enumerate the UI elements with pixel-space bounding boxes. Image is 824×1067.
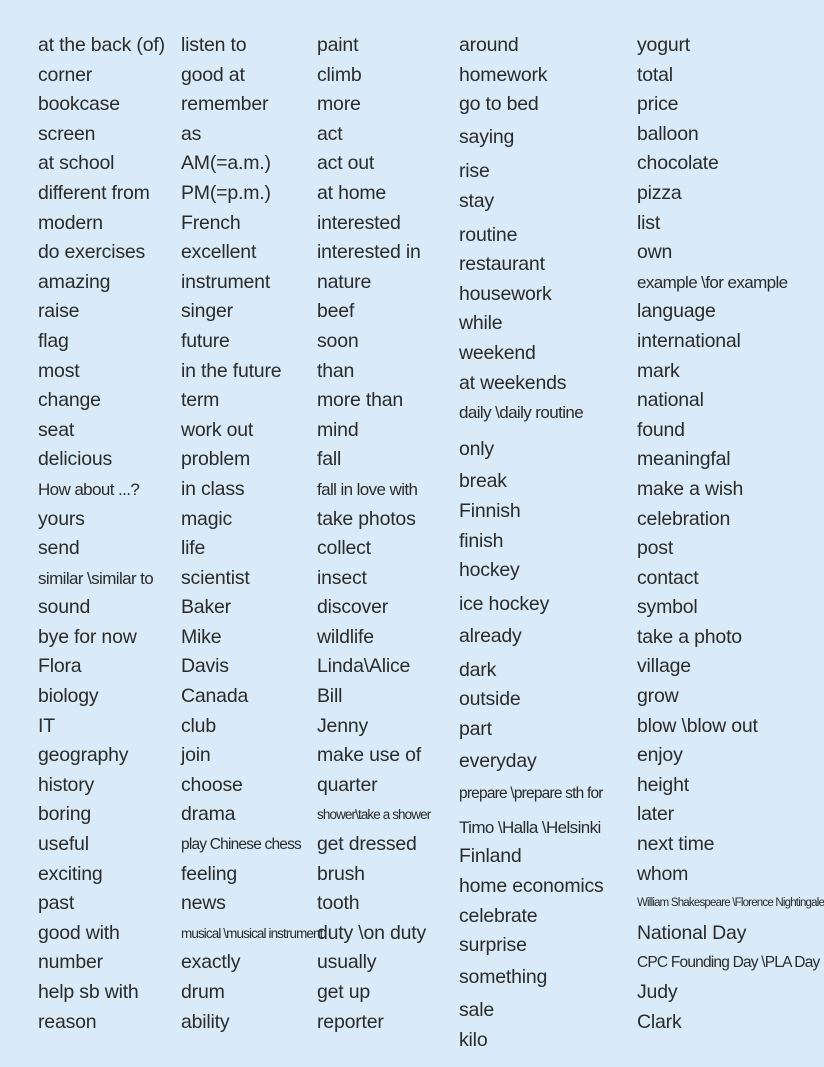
word-item: restaurant <box>459 253 545 276</box>
word-item: example \for example <box>637 272 788 292</box>
word-item: saying <box>459 125 515 148</box>
word-item: at the back (of) <box>38 34 165 56</box>
word-item: blow \blow out <box>637 714 758 737</box>
word-column-4 <box>459 31 604 1051</box>
word-item: village <box>637 655 691 678</box>
word-item: How about ...? <box>38 479 140 499</box>
word-item: different from <box>38 181 150 204</box>
word-item: Finland <box>459 845 522 868</box>
word-item: at weekends <box>459 371 567 394</box>
word-item: news <box>181 892 226 915</box>
word-item: finish <box>459 529 504 552</box>
word-item: later <box>637 803 674 826</box>
word-item: problem <box>181 448 251 471</box>
word-item: take a photo <box>637 625 742 648</box>
word-item: surprise <box>459 934 527 957</box>
word-item: corner <box>38 63 93 86</box>
word-item: height <box>637 773 689 796</box>
word-item: Linda\Alice <box>317 655 411 678</box>
word-item: mark <box>637 359 680 382</box>
word-item: play Chinese chess <box>181 836 302 854</box>
word-item: housework <box>459 282 552 305</box>
word-item: bookcase <box>38 93 120 116</box>
word-item: number <box>38 951 103 974</box>
word-item: already <box>459 625 522 648</box>
word-item: William Shakespeare \Florence Nightingale <box>637 897 824 910</box>
word-item: sound <box>38 596 91 619</box>
word-item: dark <box>459 658 497 681</box>
word-item: Timo \Halla \Helsinki <box>459 817 601 837</box>
word-item: price <box>637 93 679 116</box>
word-item: quarter <box>317 773 378 796</box>
word-item: useful <box>38 833 89 856</box>
word-item: international <box>637 329 741 352</box>
word-item: rise <box>459 160 490 183</box>
word-item: part <box>459 718 492 741</box>
word-item: at home <box>317 181 387 204</box>
word-item: Bill <box>317 685 343 708</box>
word-item: only <box>459 437 494 460</box>
word-item: mind <box>317 418 359 441</box>
word-item: symbol <box>637 596 698 619</box>
word-item: choose <box>181 773 243 796</box>
word-item: wildlife <box>317 625 374 648</box>
word-item: prepare \prepare sth for <box>459 785 603 803</box>
word-item: ability <box>181 1010 230 1033</box>
word-item: discover <box>317 596 389 619</box>
word-item: insect <box>317 566 367 589</box>
word-item: amazing <box>38 270 111 293</box>
word-item: get up <box>317 981 371 1003</box>
word-item: modern <box>38 211 103 234</box>
word-item: raise <box>38 300 80 323</box>
word-item: language <box>637 300 716 323</box>
word-item: reporter <box>317 1010 384 1033</box>
word-column-2 <box>181 31 323 1037</box>
word-item: go to bed <box>459 93 539 116</box>
word-item: magic <box>181 507 233 530</box>
word-item: Judy <box>637 981 678 1003</box>
word-item: more than <box>317 389 403 412</box>
word-item: future <box>181 329 230 352</box>
word-item: feeling <box>181 862 238 885</box>
word-item: next time <box>637 833 715 856</box>
word-item: singer <box>181 300 233 323</box>
word-item: beef <box>317 300 355 323</box>
word-item: pizza <box>637 181 682 204</box>
word-item: weekend <box>459 341 536 364</box>
word-item: musical \musical instrument <box>181 925 323 941</box>
word-item: similar \similar to <box>38 568 154 588</box>
word-item: interested <box>317 211 401 234</box>
word-item: everyday <box>459 749 537 772</box>
word-item: as <box>181 122 202 145</box>
word-item: work out <box>181 418 254 441</box>
word-item: list <box>637 211 661 234</box>
word-item: send <box>38 537 80 560</box>
word-item: ice hockey <box>459 592 550 615</box>
word-item: National Day <box>637 921 747 944</box>
word-item: reason <box>38 1010 97 1033</box>
word-item: enjoy <box>637 744 683 767</box>
word-item: Flora <box>38 655 82 678</box>
word-item: act out <box>317 152 375 175</box>
word-item: flag <box>38 329 69 352</box>
word-item: sale <box>459 999 494 1022</box>
word-item: good with <box>38 921 120 944</box>
word-item: life <box>181 537 206 560</box>
word-item: scientist <box>181 566 250 589</box>
word-item: something <box>459 965 548 988</box>
word-item: Mike <box>181 625 222 648</box>
word-item: most <box>38 359 80 382</box>
word-item: act <box>317 122 343 145</box>
word-item: PM(=p.m.) <box>181 181 271 204</box>
word-item: while <box>459 312 503 335</box>
word-item: meaningfal <box>637 448 731 471</box>
word-item: geography <box>38 744 129 767</box>
word-item: found <box>637 418 685 441</box>
word-item: total <box>637 63 673 86</box>
word-item: paint <box>317 34 359 56</box>
word-item: Davis <box>181 655 229 678</box>
word-item: excellent <box>181 241 257 264</box>
word-item: club <box>181 714 216 737</box>
word-item: French <box>181 211 241 234</box>
word-item: stay <box>459 189 494 212</box>
word-item: Baker <box>181 596 231 619</box>
word-item: soon <box>317 329 359 352</box>
word-item: chocolate <box>637 152 719 175</box>
word-item: listen to <box>181 34 247 56</box>
word-column-3 <box>317 31 430 1037</box>
word-item: good at <box>181 63 245 86</box>
word-item: whom <box>637 862 689 885</box>
word-item: contact <box>637 566 699 589</box>
word-item: fall in love with <box>317 479 418 499</box>
word-item: own <box>637 241 673 264</box>
word-item: Finnish <box>459 499 521 522</box>
word-item: yogurt <box>637 34 690 56</box>
word-item: Jenny <box>317 714 369 737</box>
word-item: break <box>459 470 507 493</box>
word-item: IT <box>38 714 55 737</box>
word-item: homework <box>459 63 548 86</box>
word-item: nature <box>317 270 372 293</box>
word-item: biology <box>38 685 99 708</box>
word-item: bye for now <box>38 625 137 648</box>
word-item: boring <box>38 803 92 826</box>
word-item: make a wish <box>637 477 744 500</box>
word-item: take photos <box>317 507 416 530</box>
word-item: delicious <box>38 448 113 471</box>
word-item: exciting <box>38 862 103 885</box>
word-item: daily \daily routine <box>459 403 584 423</box>
word-item: get dressed <box>317 833 417 856</box>
word-item: screen <box>38 122 96 145</box>
word-item: Canada <box>181 685 249 708</box>
word-item: in class <box>181 477 245 500</box>
word-item: drama <box>181 803 236 826</box>
word-item: more <box>317 93 361 116</box>
word-item: grow <box>637 685 679 708</box>
word-column-5 <box>637 31 824 1037</box>
word-item: change <box>38 389 101 412</box>
word-item: usually <box>317 951 377 974</box>
word-item: make use of <box>317 744 422 767</box>
word-item: national <box>637 389 704 412</box>
word-item: routine <box>459 223 518 246</box>
word-item: tooth <box>317 892 360 915</box>
word-item: than <box>317 359 355 382</box>
word-item: do exercises <box>38 241 146 264</box>
word-item: hockey <box>459 559 520 582</box>
word-item: balloon <box>637 122 699 145</box>
word-item: join <box>181 744 211 767</box>
word-item: duty \on duty <box>317 921 427 944</box>
word-item: yours <box>38 507 85 530</box>
word-item: in the future <box>181 359 282 382</box>
word-item: climb <box>317 63 362 86</box>
word-item: collect <box>317 537 371 560</box>
word-item: outside <box>459 688 521 711</box>
word-item: fall <box>317 448 342 471</box>
word-item: post <box>637 537 674 560</box>
word-item: remember <box>181 93 269 116</box>
word-item: interested in <box>317 241 421 264</box>
word-column-1 <box>38 31 165 1037</box>
word-item: Clark <box>637 1010 682 1033</box>
word-item: around <box>459 34 519 56</box>
word-item: past <box>38 892 75 915</box>
word-item: celebration <box>637 507 731 530</box>
word-item: drum <box>181 981 225 1003</box>
word-item: CPC Founding Day \PLA Day <box>637 954 820 972</box>
word-item: exactly <box>181 951 241 974</box>
word-item: history <box>38 773 95 796</box>
word-item: shower\take a shower <box>317 807 431 823</box>
word-item: at school <box>38 152 115 175</box>
word-item: help sb with <box>38 981 139 1003</box>
word-item: term <box>181 389 220 412</box>
word-item: kilo <box>459 1029 488 1051</box>
word-item: seat <box>38 418 75 441</box>
word-item: brush <box>317 862 365 885</box>
word-item: AM(=a.m.) <box>181 152 271 175</box>
word-item: instrument <box>181 270 271 293</box>
word-item: celebrate <box>459 904 538 927</box>
word-item: home economics <box>459 875 604 898</box>
